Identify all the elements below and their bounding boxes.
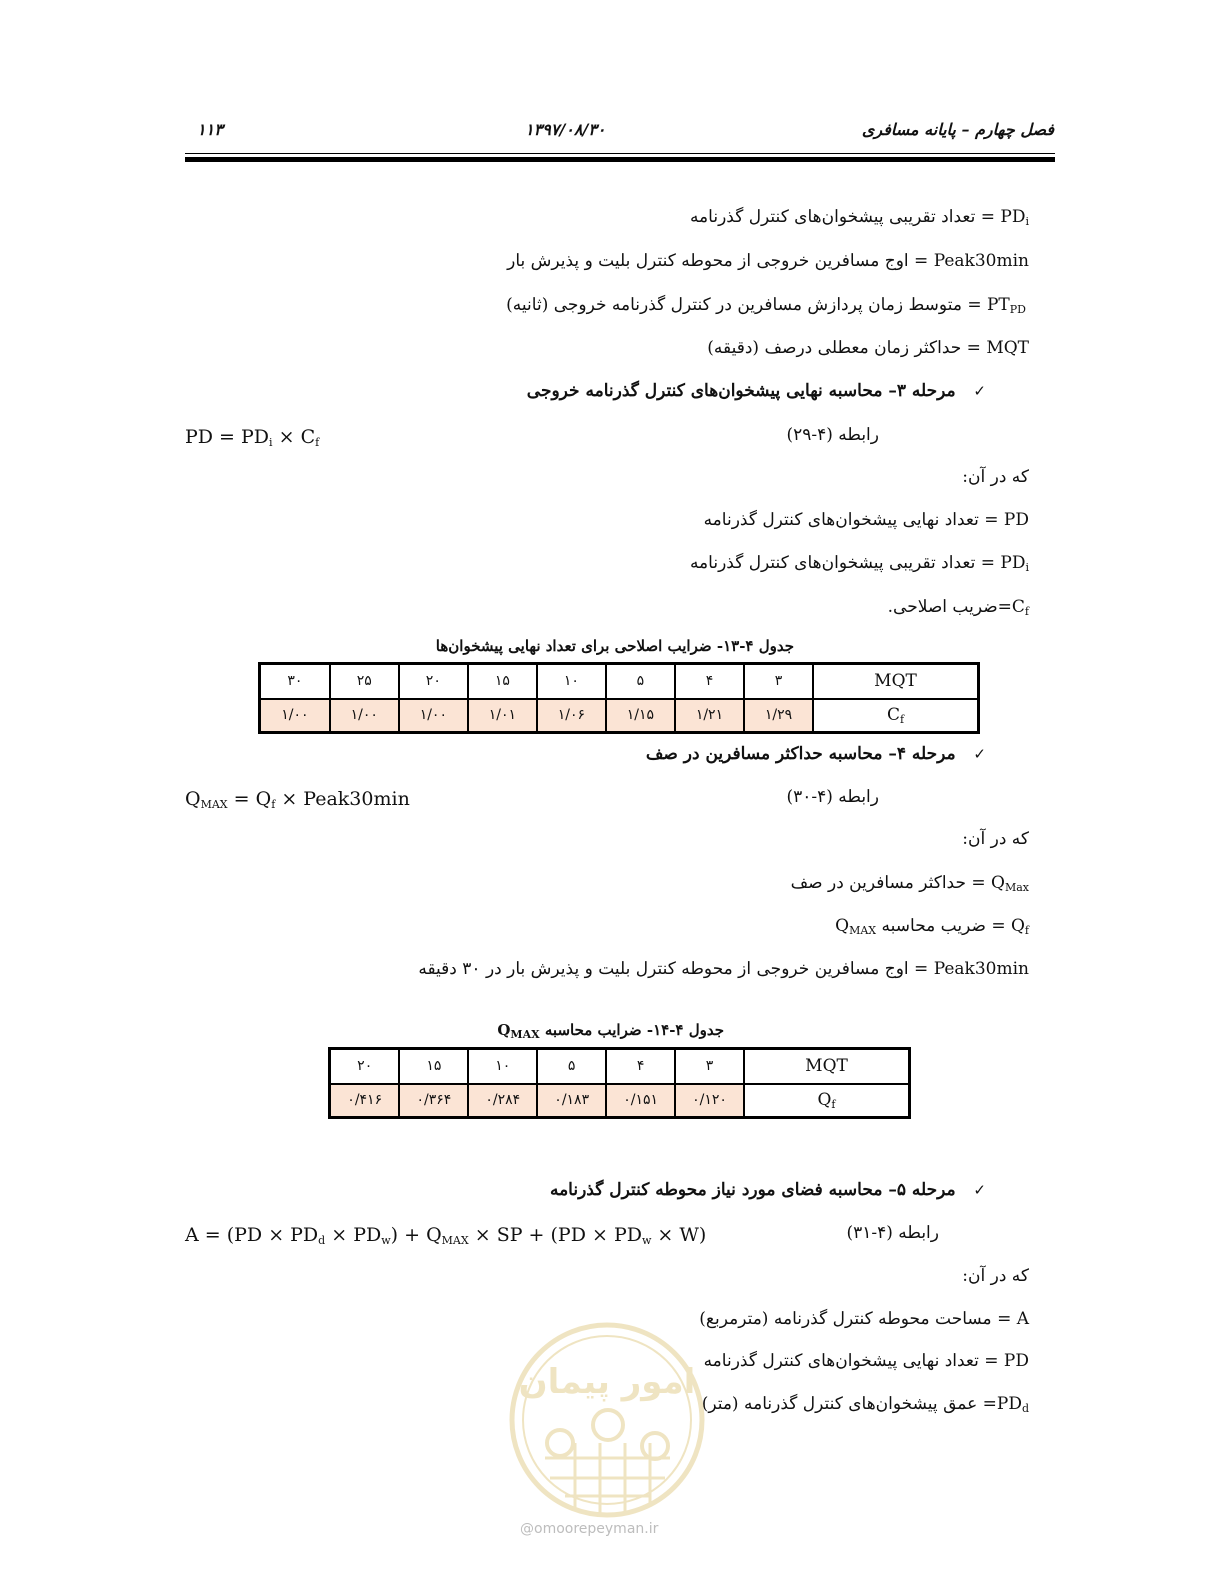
definition-qmax: $Q_{Max}$ = حداکثر مسافرین در صف	[790, 873, 1029, 894]
table-cell: ۱/۱۵	[606, 699, 675, 733]
table13	[258, 662, 980, 734]
table-cell: ۲۰	[399, 664, 468, 699]
table-cell: ۱/۰۱	[468, 699, 537, 733]
watermark-url: @omoorepeyman.ir	[520, 1521, 659, 1537]
definition-pd: PD = تعداد نهایی پیشخوان‌های کنترل گذرنامه	[703, 510, 1029, 530]
table-cell: ۰/۳۶۴	[399, 1084, 468, 1118]
table-cell: ۲۵	[330, 664, 399, 699]
where-label-2: که در آن:	[962, 829, 1029, 849]
checkmark-icon: ✓	[973, 1181, 986, 1199]
table13-caption: جدول ۴-۱۳- ضرایب اصلاحی برای تعداد نهایی پیشخوان‌ها	[435, 637, 794, 655]
step5-heading: ✓ مرحله ۵– محاسبه فضای مورد نیاز محوطه کنترل گذرنامه	[549, 1180, 986, 1200]
equation-30: $Q_{MAX} = Q_f$ × Peak30min	[185, 788, 410, 811]
definition-cf: $C_f=ضریب$ اصلاحی.	[887, 597, 1029, 618]
table-cell: ۰/۴۱۶	[330, 1084, 400, 1118]
table-cell: ۵	[537, 1049, 606, 1084]
where-label-1: که در آن:	[962, 467, 1029, 487]
table13-row-cf	[260, 699, 979, 733]
table-cell: ۳	[675, 1049, 744, 1084]
step3-heading: ✓ مرحله ۳– محاسبه نهایی پیشخوان‌های کنترل گذرنامه خروجی	[526, 381, 986, 401]
table-cell: ۰/۲۸۴	[468, 1084, 537, 1118]
header-rule-thin	[185, 153, 1055, 154]
table14-caption: جدول ۴-۱۴- ضرایب محاسبه $Q_{MAX}$	[497, 1021, 724, 1041]
table13-mqt-label: MQT	[813, 664, 979, 699]
table-cell: ۱/۰۰	[399, 699, 468, 733]
table-cell: ۱۵	[468, 664, 537, 699]
watermark-logo	[505, 1318, 710, 1523]
table-cell: ۱۰	[468, 1049, 537, 1084]
table-cell: ۱/۰۶	[537, 699, 606, 733]
table14-qf-label: $Q_f$	[744, 1084, 910, 1118]
table-cell: ۳	[744, 664, 813, 699]
step4-heading: ✓ مرحله ۴– محاسبه حداکثر مسافرین در صف	[645, 744, 986, 764]
table-cell: ۱/۰۰	[260, 699, 330, 733]
table-cell: ۳۰	[260, 664, 330, 699]
table-cell: ۲۰	[330, 1049, 400, 1084]
watermark-person-icon	[593, 1410, 623, 1440]
table14-row-qf	[330, 1084, 910, 1118]
definition-mqt: MQT = حداکثر زمان معطلی درصف (دقیقه)	[707, 338, 1029, 358]
checkmark-icon: ✓	[973, 382, 986, 400]
equation-31: $A = (PD \times PD_d \times PD_w) + Q_{MAX}$ × SP + $(PD \times PD_w \times W)$	[185, 1224, 707, 1247]
watermark-at-icon: @	[520, 1521, 534, 1537]
table-cell: ۱/۰۰	[330, 699, 399, 733]
definition-pdd: $PD_d=$ عمق پیشخوان‌های کنترل گذرنامه (متر)	[701, 1394, 1029, 1415]
table14-mqt-label: MQT	[744, 1049, 910, 1084]
table-cell: ۱۵	[399, 1049, 468, 1084]
table13-row-mqt	[260, 664, 979, 699]
watermark-ring	[512, 1325, 702, 1515]
page-number: ۱۱۳	[197, 120, 223, 139]
header-rule-thick	[185, 157, 1055, 162]
header-date: ۱۳۹۷/۰۸/۳۰	[525, 120, 606, 139]
definition-a: A = مساحت محوطه کنترل گذرنامه (مترمربع)	[699, 1309, 1029, 1329]
table-cell: ۴	[675, 664, 744, 699]
definition-qf: $Q_f$ = ضریب محاسبه $Q_{MAX}$	[835, 916, 1029, 937]
watermark-scale-icon	[547, 1430, 573, 1456]
table13-cf-label: $C_f$	[813, 699, 979, 733]
definition-peak30min-2: Peak30min = اوج مسافرین خروجی از محوطه کنترل بلیت و پذیرش بار در ۳۰ دقیقه	[418, 959, 1029, 979]
table-cell: ۱/۲۹	[744, 699, 813, 733]
watermark-gear-icon	[642, 1433, 668, 1459]
definition-pd-2: PD = تعداد نهایی پیشخوان‌های کنترل گذرنامه	[703, 1351, 1029, 1371]
equation-29: PD = $PD_i \times C_f$	[185, 426, 320, 449]
table-cell: ۵	[606, 664, 675, 699]
equation-30-label: رابطه (۴-۳۰)	[786, 787, 879, 807]
table-cell: ۱۰	[537, 664, 606, 699]
definition-pdi-2: $PD_i$ = تعداد تقریبی پیشخوان‌های کنترل گذرنامه	[689, 553, 1029, 574]
definition-peak30min: Peak30min = اوج مسافرین خروجی از محوطه کنترل بلیت و پذیرش بار	[507, 251, 1029, 271]
table14-row-mqt	[330, 1049, 910, 1084]
watermark-logo-text: امور پیمان	[518, 1362, 696, 1402]
checkmark-icon: ✓	[973, 745, 986, 763]
table-cell: ۰/۱۵۱	[606, 1084, 675, 1118]
table-cell: ۰/۱۲۰	[675, 1084, 744, 1118]
table-cell: ۴	[606, 1049, 675, 1084]
table-cell: ۰/۱۸۳	[537, 1084, 606, 1118]
table-cell: ۱/۲۱	[675, 699, 744, 733]
definition-ptpd: $PT_{PD}$ = متوسط زمان پردازش مسافرین در کنترل گذرنامه خروجی (ثانیه)	[506, 295, 1026, 316]
chapter-title: فصل چهارم – پایانه مسافری	[861, 120, 1054, 139]
definition-pdi: $PD_i$ = تعداد تقریبی پیشخوان‌های کنترل گذرنامه	[689, 207, 1029, 228]
table14	[328, 1047, 911, 1119]
equation-29-label: رابطه (۴-۲۹)	[786, 425, 879, 445]
where-label-3: که در آن:	[962, 1266, 1029, 1286]
equation-31-label: رابطه (۴-۳۱)	[846, 1223, 939, 1243]
